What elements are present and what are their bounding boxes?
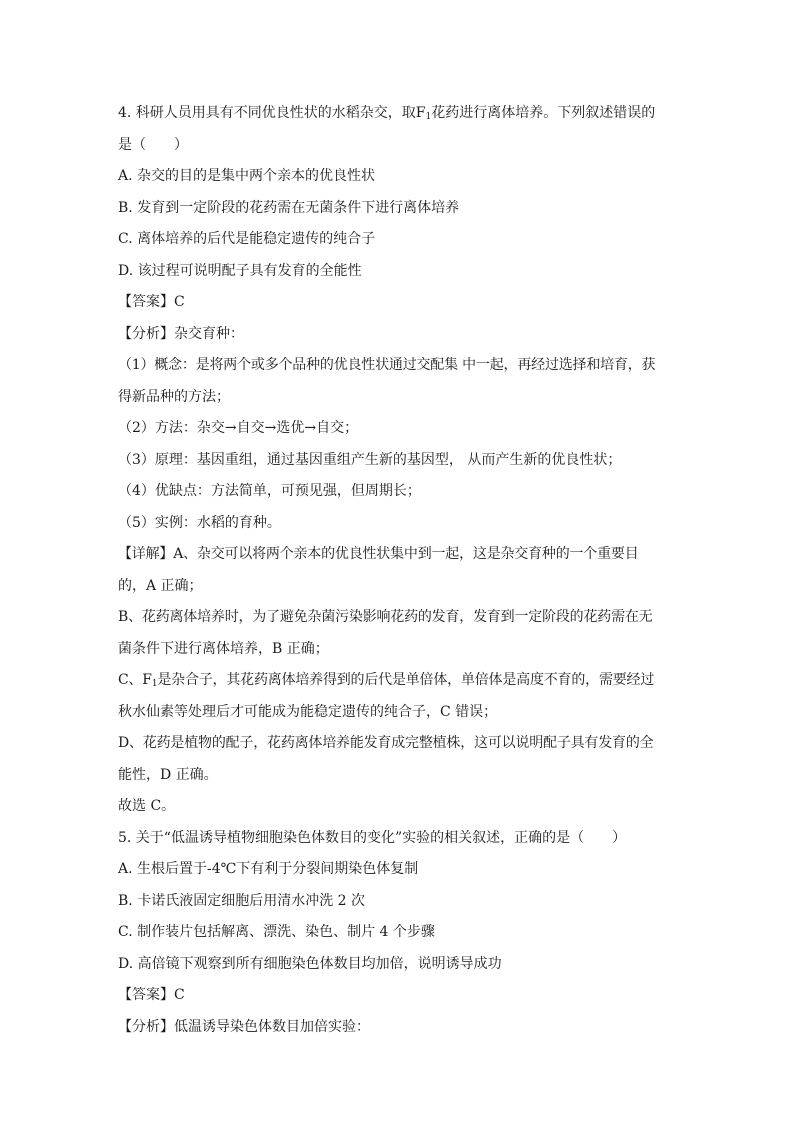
q4-detail-line: 菌条件下进行离体培养，B 正确； (118, 640, 329, 657)
q4-stem-subscript: 1 (425, 112, 432, 122)
q4-stem-text-a: 4. 科研人员用具有不同优良性状的水稻杂交，取F (118, 105, 426, 121)
q4-answer: 【答案】C (118, 294, 185, 310)
q4-option-d: D. 该过程可说明配子具有发育的全能性 (118, 262, 362, 279)
q5-option-c: C. 制作装片包括解离、漂洗、染色、制片 4 个步骤 (118, 924, 435, 940)
q5-stem: 5. 关于“低温诱导植物细胞染色体数目的变化”实验的相关叙述，正确的是（ ） (118, 829, 627, 846)
q4-analysis-title: 【分析】杂交育种： (118, 325, 244, 342)
q4-stem-line-1 (118, 98, 678, 130)
q4-analysis-line: （5）实例：水稻的育种。 (118, 514, 281, 531)
q4-conclusion: 故选 C。 (118, 798, 176, 814)
q4-detail-line: D、花药是植物的配子，花药离体培养能发育成完整植株，这可以说明配子具有发育的全 (118, 735, 654, 751)
q4-detail-c-subscript: 1 (151, 679, 158, 689)
q4-analysis-line: 得新品种的方法； (118, 388, 230, 405)
q5-option-a: A. 生根后置于-4℃下有利于分裂间期染色体复制 (118, 861, 419, 877)
q4-detail-c-text-a: C、F (118, 672, 152, 688)
q4-stem-text-b: 花药进行离体培养。下列叙述错误的 (431, 105, 656, 121)
q4-detail-line-c (118, 665, 678, 697)
q4-detail-line: 秋水仙素等处理后才可能成为能稳定遗传的纯合子，C 错误； (118, 703, 498, 720)
q4-stem-line-2: 是（ ） (118, 136, 188, 153)
q4-detail-c-text-b: 是杂合子，其花药离体培养得到的后代是单倍体，单倍体是高度不育的，需要经过 (157, 672, 655, 688)
q4-detail-line: 【详解】A、杂交可以将两个亲本的优良性状集中到一起，这是杂交育种的一个重要目 (118, 546, 639, 562)
q4-analysis-line: （3）原理：基因重组，通过基因重组产生新的基因型， 从而产生新的优良性状； (118, 451, 622, 468)
q4-analysis-line: （1）概念：是将两个或多个品种的优良性状通过交配集 中一起，再经过选择和培育，获 (118, 357, 656, 373)
q5-option-b: B. 卡诺氏液固定细胞后用清水冲洗 2 次 (118, 892, 365, 909)
document-page (118, 98, 678, 1043)
q4-analysis-line: （4）优缺点：方法简单，可预见强，但周期长； (118, 483, 421, 499)
q4-detail-line: 能性，D 正确。 (118, 766, 218, 783)
q5-option-d: D. 高倍镜下观察到所有细胞染色体数目均加倍，说明诱导成功 (118, 955, 502, 972)
q4-option-a: A. 杂交的目的是集中两个亲本的优良性状 (118, 168, 376, 184)
q4-detail-line: B、花药离体培养时，为了避免杂菌污染影响花药的发育，发育到一定阶段的花药需在无 (118, 609, 653, 625)
q5-analysis-title: 【分析】低温诱导染色体数目加倍实验： (118, 1018, 370, 1035)
q4-option-c: C. 离体培养的后代是能稳定遗传的纯合子 (118, 231, 376, 247)
q5-answer: 【答案】C (118, 987, 185, 1003)
q4-detail-line: 的，A 正确； (118, 577, 203, 594)
q4-option-b: B. 发育到一定阶段的花药需在无菌条件下进行离体培养 (118, 199, 460, 216)
q4-analysis-line: （2）方法：杂交→自交→选优→自交； (118, 420, 359, 436)
